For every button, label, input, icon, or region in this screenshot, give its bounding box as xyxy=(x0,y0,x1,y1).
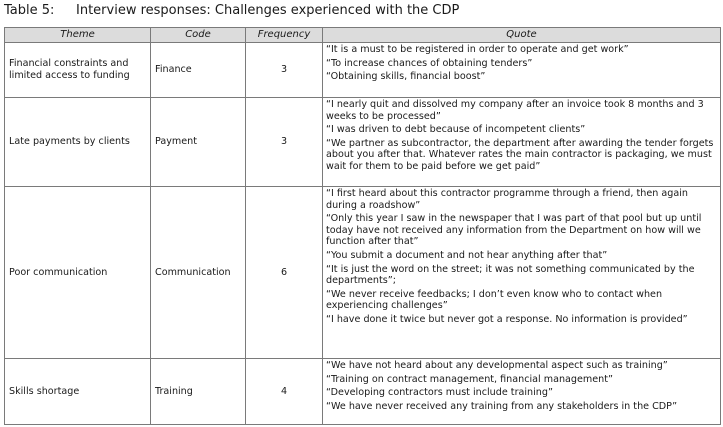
table-row xyxy=(5,187,721,359)
quote: “Developing contractors must include training” xyxy=(326,387,553,399)
table-row xyxy=(5,98,721,187)
quote: “We have not heard about any developmental aspect such as training” xyxy=(326,360,668,371)
code-cell: Communication xyxy=(151,187,246,359)
theme-cell: Poor communication xyxy=(5,187,151,359)
quote: “To increase chances of obtaining tenders” xyxy=(326,57,533,69)
table-caption xyxy=(4,2,459,20)
frequency-cell: 6 xyxy=(246,187,323,359)
quotes-cell xyxy=(323,359,721,425)
quote: “We have never received any training from any stakeholders in the CDP” xyxy=(326,400,678,412)
quote: “I was driven to debt because of incompetent clients” xyxy=(326,124,586,136)
interview-responses-table xyxy=(4,27,721,425)
frequency-cell: 3 xyxy=(246,98,323,187)
code-cell: Payment xyxy=(151,98,246,187)
quote: “Obtaining skills, financial boost” xyxy=(326,71,486,83)
quotes-cell xyxy=(323,187,721,359)
quote: “Only this year I saw in the newspaper that I was part of that pool but up until today have not received any information from the Department on how will we function after that” xyxy=(326,213,702,248)
table-number: Table 5: xyxy=(4,3,55,18)
quote: “Training on contract management, financial management” xyxy=(326,373,613,385)
frequency-cell: 4 xyxy=(246,359,323,425)
header-row xyxy=(5,28,721,43)
header-code: Code xyxy=(151,28,246,43)
quote: “We never receive feedbacks; I don’t even know who to contact when experiencing challenges” xyxy=(326,288,663,312)
quote: “I nearly quit and dissolved my company after an invoice took 8 months and 3 weeks to be processed” xyxy=(326,99,704,122)
quote: “We partner as subcontractor, the department after awarding the tender forgets about you after that. Whatever rates the main contractor is packaging, we must wait for them to be paid before we get paid” xyxy=(326,137,714,172)
code-cell: Training xyxy=(151,359,246,425)
header-quote: Quote xyxy=(323,28,721,43)
code-cell: Finance xyxy=(151,43,246,98)
quotes-cell xyxy=(323,98,721,187)
quotes-cell xyxy=(323,43,721,98)
quote: “It is just the word on the street; it was not something communicated by the departments”; xyxy=(326,263,695,287)
quote: “I first heard about this contractor programme through a friend, then again during a roadshow” xyxy=(326,188,688,211)
frequency-cell: 3 xyxy=(246,43,323,98)
table-title: Interview responses: Challenges experienced with the CDP xyxy=(76,3,460,18)
quote: “I have done it twice but never got a response. No information is provided” xyxy=(326,313,688,325)
theme-cell: Late payments by clients xyxy=(5,98,151,187)
quote: “You submit a document and not hear anything after that” xyxy=(326,249,608,261)
quote: “It is a must to be registered in order to operate and get work” xyxy=(326,44,629,55)
theme-cell: Financial constraints and limited access to funding xyxy=(5,43,151,98)
header-theme: Theme xyxy=(5,28,151,43)
table-row xyxy=(5,43,721,98)
theme-cell: Skills shortage xyxy=(5,359,151,425)
header-frequency: Frequency xyxy=(246,28,323,43)
table-row xyxy=(5,359,721,425)
